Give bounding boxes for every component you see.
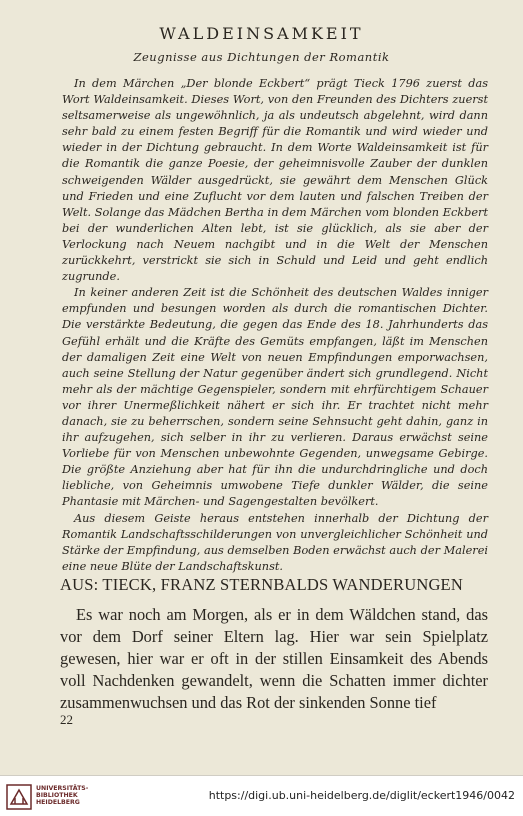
intro-paragraph: Aus diesem Geiste heraus entstehen innerhalb der Dichtung der Romantik Landschaftsschilderungen von unvergleichlicher Schönheit und Stärke der Empfindung, aus demselben Boden erwächst auch der Malerei eine neue Blüte der Landschaftskunst. bbox=[62, 511, 488, 573]
intro-paragraph: In keiner anderen Zeit ist die Schönheit des deutschen Waldes inniger empfunden und besungen worden als durch die romantischen Dichter. Die verstärkte Bedeutung, die gegen das Ende des 18. Jahrhunderts das Gefühl erhält und die Kräfte des Gemüts empfangen, läßt im Menschen der damaligen Zeit eine Welt von neuen Empfindungen emporwachsen, auch seine Stellung der Natur gegenüber ändert sich grundlegend. Nicht mehr als der mächtige Gegenspieler, sondern mit ehrfürchtigem Schauer vor ihrer Unermeßlichkeit nähert er sich ihr. Er trachtet nicht mehr danach, sie zu beherrschen, sondern seine Sehnsucht geht dahin, ganz in ihr aufzugehen, sich selber in ihr zu verlieren. Daraus erwächst seine Vorliebe für von Menschen unbewohnte Gegenden, unwegsame Gebirge. Die größte Anziehung aber hat für ihn die undurchdringliche und doch liebliche, von Geheimnis umwobene Tiefe dunkler Wälder, die seine Phantasie mit Märchen- und Sagengestalten bevölkert. bbox=[62, 286, 488, 509]
page-number: 22 bbox=[60, 712, 73, 727]
viewer-footer bbox=[0, 775, 523, 816]
page-subheading: Zeugnisse aus Dichtungen der Romantik bbox=[133, 50, 390, 64]
page-heading: WALDEINSAMKEIT bbox=[159, 24, 364, 43]
intro-paragraph: In dem Märchen „Der blonde Eckbert“ prägt Tieck 1796 zuerst das Wort Waldeinsamkeit. Dieses Wort, von den Freunden des Dichters zuerst seltsamerweise als ungewöhnlich, ja als undeutsch abgelehnt, wird dann sehr bald zu einem festen Begriff für die Romantik und wird wieder und wieder in der Dichtung gebraucht. In dem Worte Waldeinsamkeit ist für die Romantik die ganze Poesie, der geheimnisvolle Zauber der dunklen schweigenden Wälder ausgedrückt, sie gewährt dem Menschen Glück und Frieden und eine Zuflucht vor dem lauten und falschen Treiben der Welt. Solange das Mädchen Bertha in dem Märchen vom blonden Eckbert bei der wunderlichen Alten lebt, ist sie glücklich, als sie aber der Verlockung nach Neuem nachgibt und in die Welt der Menschen zurückkehrt, verstrickt sie sich in Schuld und Leid und geht endlich zugrunde. bbox=[62, 77, 488, 284]
document-url-link[interactable]: https://digi.ub.uni-heidelberg.de/diglit/eckert1946/0042 bbox=[208, 789, 515, 802]
section-title: AUS: TIECK, FRANZ STERNBALDS WANDERUNGEN bbox=[60, 575, 463, 594]
story-text bbox=[60, 604, 488, 714]
university-library-logo-icon bbox=[6, 784, 32, 810]
library-logo-text: UNIVERSITÄTS- BIBLIOTHEK HEIDELBERG bbox=[36, 785, 89, 806]
intro-text bbox=[62, 76, 488, 575]
story-paragraph: Es war noch am Morgen, als er in dem Wäldchen stand, das vor dem Dorf seiner Eltern lag. Hier war sein Spielplatz gewesen, hier war er oft in der stillen Einsamkeit des Abends voll Nachdenken gewandelt, wenn die Schatten immer dichter zusammenwuchsen und das Rot der sinkenden Sonne tief bbox=[60, 605, 488, 712]
